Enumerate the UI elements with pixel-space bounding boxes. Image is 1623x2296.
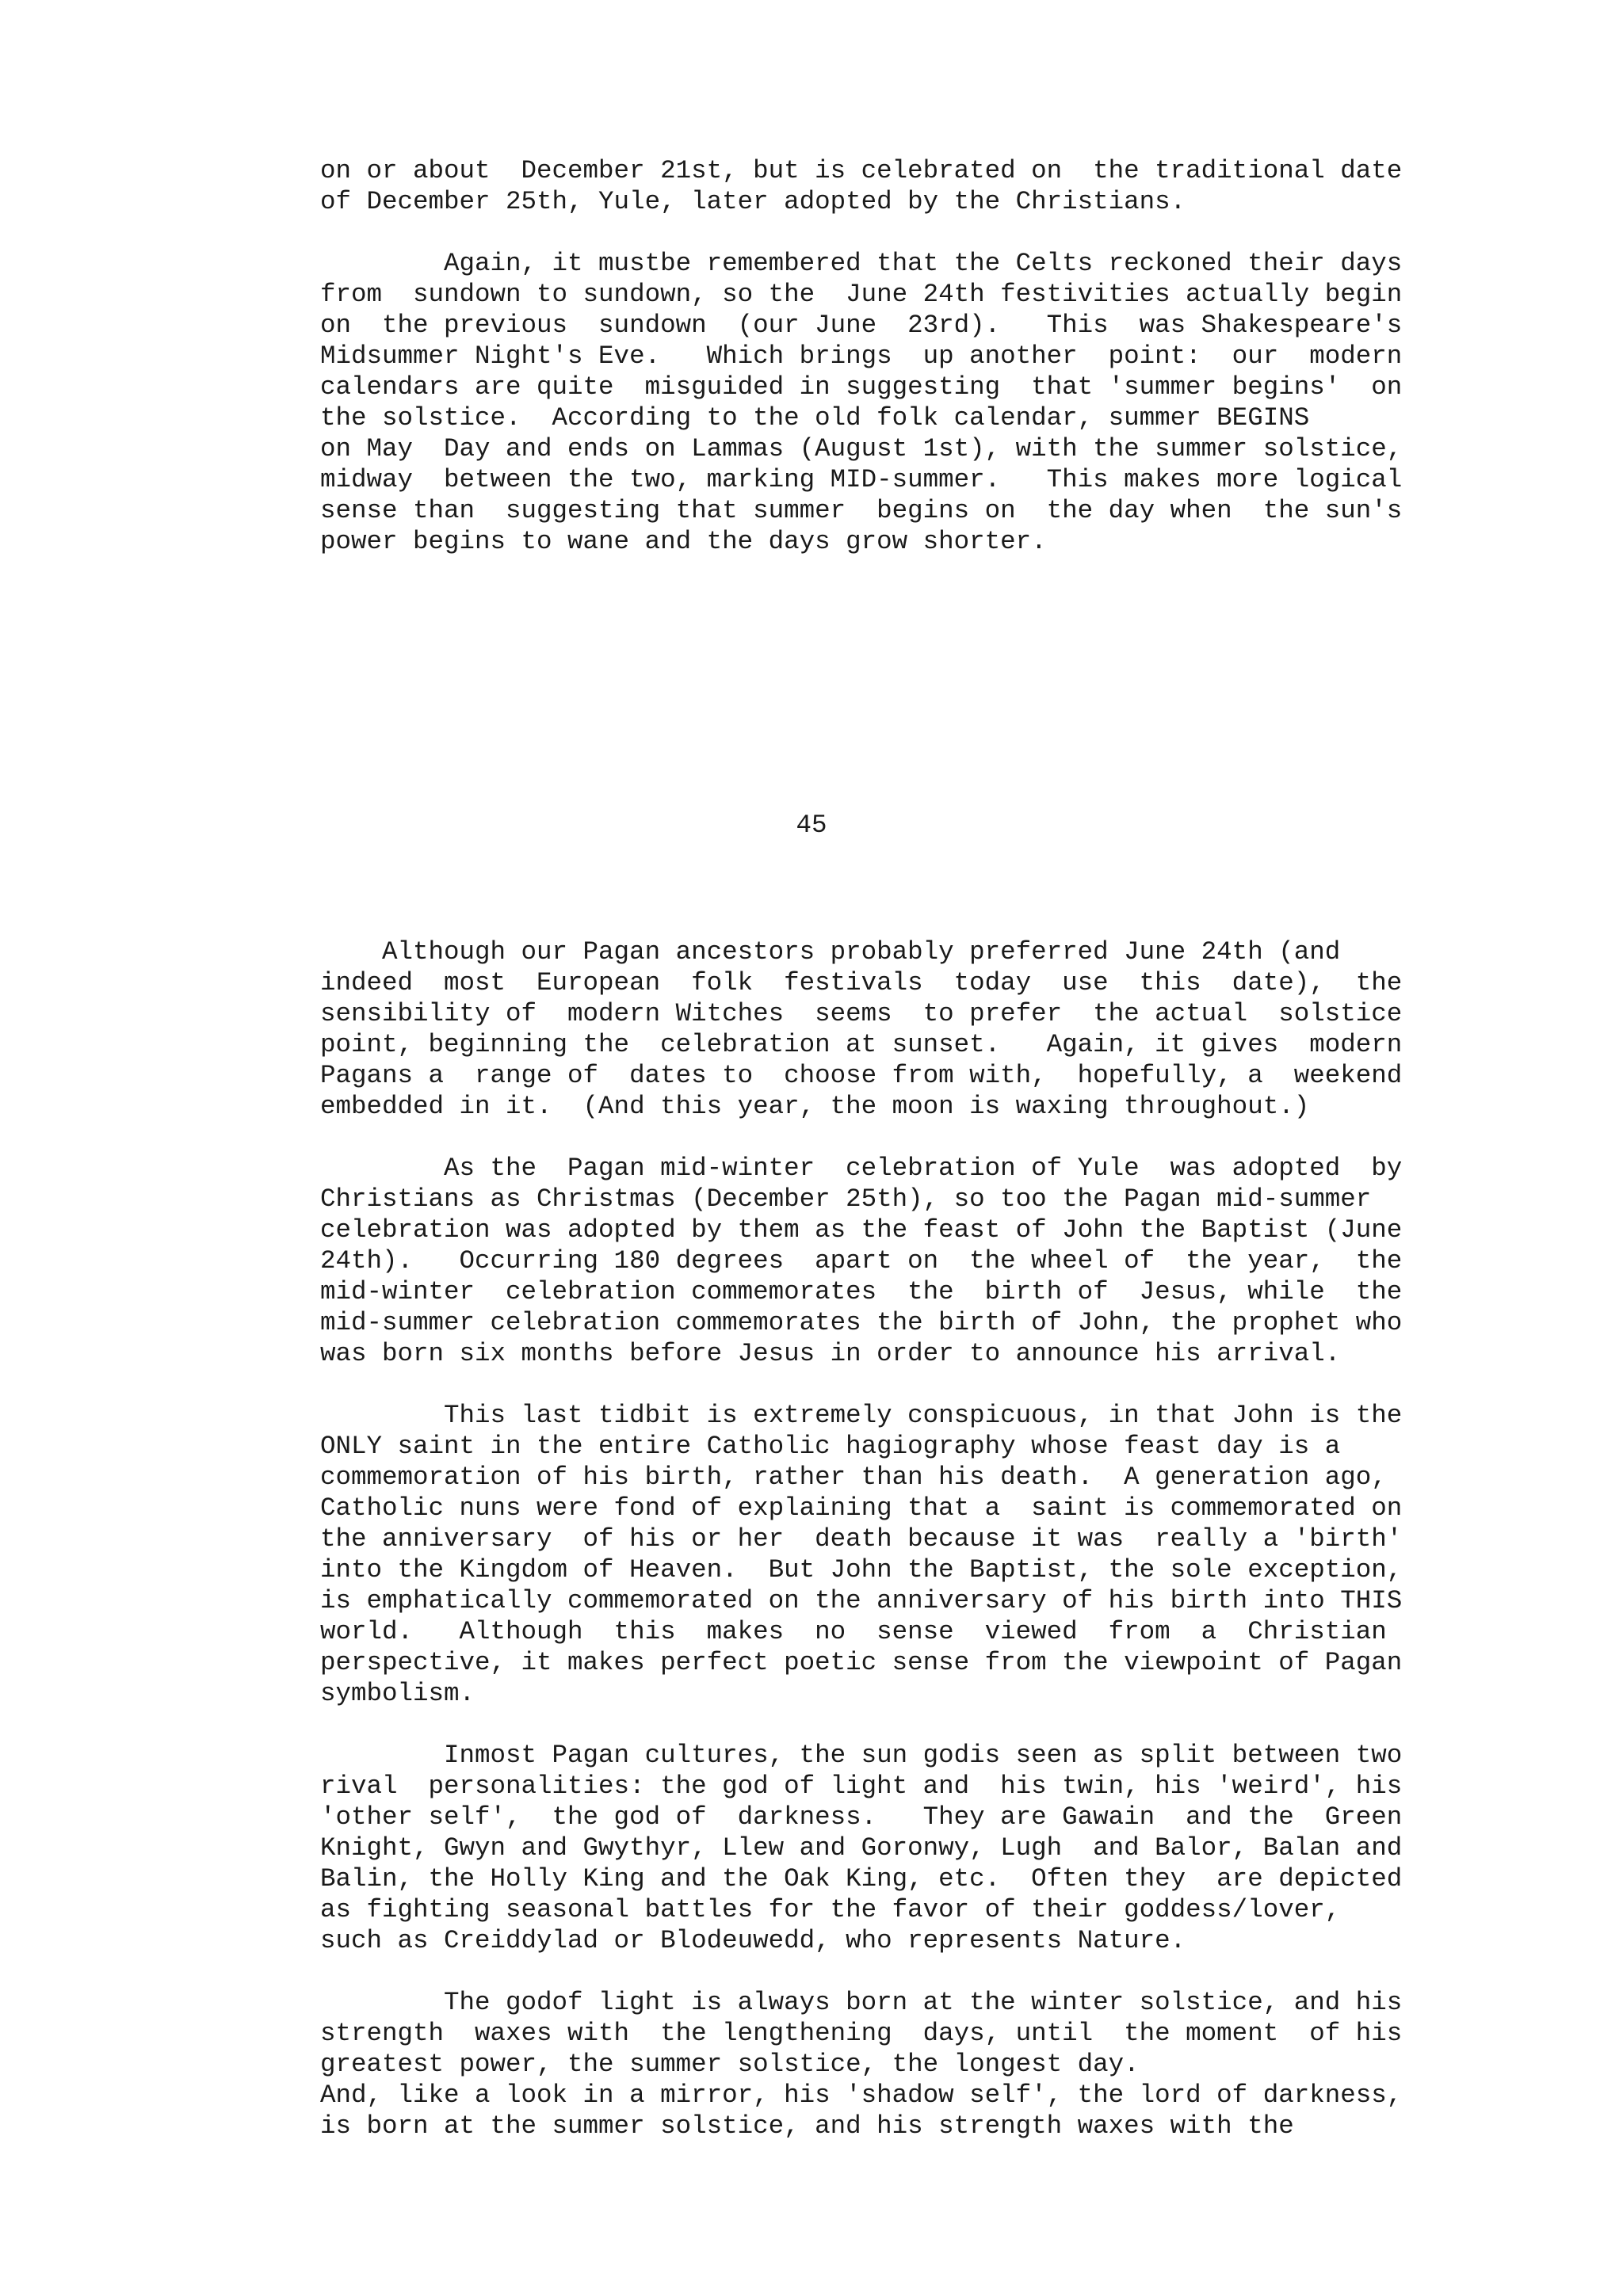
paragraph-pagan-ancestors: Although our Pagan ancestors probably preferred June 24th (and indeed most European folk festivals today use this date), the sensibility of modern Witches seems to prefer the actual solstice point, beginning the celebration at sunset. Again, it gives modern Pagans a range of dates to choose from with, hopefully, a weekend embedded in it. (And this year, the moon is waxing throughout.) (320, 937, 1403, 1121)
paragraph-christian-adoption: As the Pagan mid-winter celebration of Yule was adopted by Christians as Christmas (December 25th), so too the Pagan mid-summer celebration was adopted by them as the feast of John the Baptist (June 24th). Occurring 180 degrees apart on the wheel of the year, the mid-winter celebration commemorates the birth of Jesus, while the mid-summer celebration commemorates the birth of John, the prophet who was born six months before Jesus in order to announce his arrival. (320, 1154, 1403, 1368)
paragraph-celts-sundown: Again, it mustbe remembered that the Celts reckoned their days from sundown to sundown, so the June 24th festivities actually begin on the previous sundown (our June 23rd). This was Shakespeare's Midsummer Night's Eve. Which brings up another point: our modern calendars are quite misguided in suggesting that 'summer begins' on the solstice. According to the old folk calendar, summer BEGINS on May Day and ends on Lammas (August 1st), with the summer solstice, midway between the two, marking MID-summer. This makes more logical sense than suggesting that summer begins on the day when the sun's power begins to wane and the days grow shorter. (320, 249, 1403, 556)
paragraph-yule-date: on or about December 21st, but is celebrated on the traditional date of December 25th, Yule, later adopted by the Christians. (320, 156, 1403, 216)
paragraph-john-baptist: This last tidbit is extremely conspicuous, in that John is the ONLY saint in the entire Catholic hagiography whose feast day is a commemoration of his birth, rather than his death. A generation ago, Catholic nuns were fond of explaining that a saint is commemorated on the anniversary of his or her death because it was really a 'birth' into the Kingdom of Heaven. But John the Baptist, the sole exception, is emphatically commemorated on the anniversary of his birth into THIS world. Although this makes no sense viewed from a Christian perspective, it makes perfect poetic sense from the viewpoint of Pagan symbolism. (320, 1401, 1403, 1708)
page-number: 45 (796, 810, 827, 840)
paragraph-sun-god: Inmost Pagan cultures, the sun godis seen as split between two rival personalities: the god of light and his twin, his 'weird', his 'other self', the god of darkness. They are Gawain and the Green Knight, Gwyn and Gwythyr, Llew and Goronwy, Lugh and Balor, Balan and Balin, the Holly King and the Oak King, etc. Often they are depicted as fighting seasonal battles for the favor of their goddess/lover, such as Creiddylad or Blodeuwedd, who represents Nature. (320, 1741, 1403, 1955)
paragraph-god-of-light: The godof light is always born at the winter solstice, and his strength waxes with the lengthening days, until the moment of his greatest power, the summer solstice, the longest day. And, like a look in a mirror, his 'shadow self', the lord of darkness, is born at the summer solstice, and his strength waxes with the (320, 1988, 1403, 2141)
